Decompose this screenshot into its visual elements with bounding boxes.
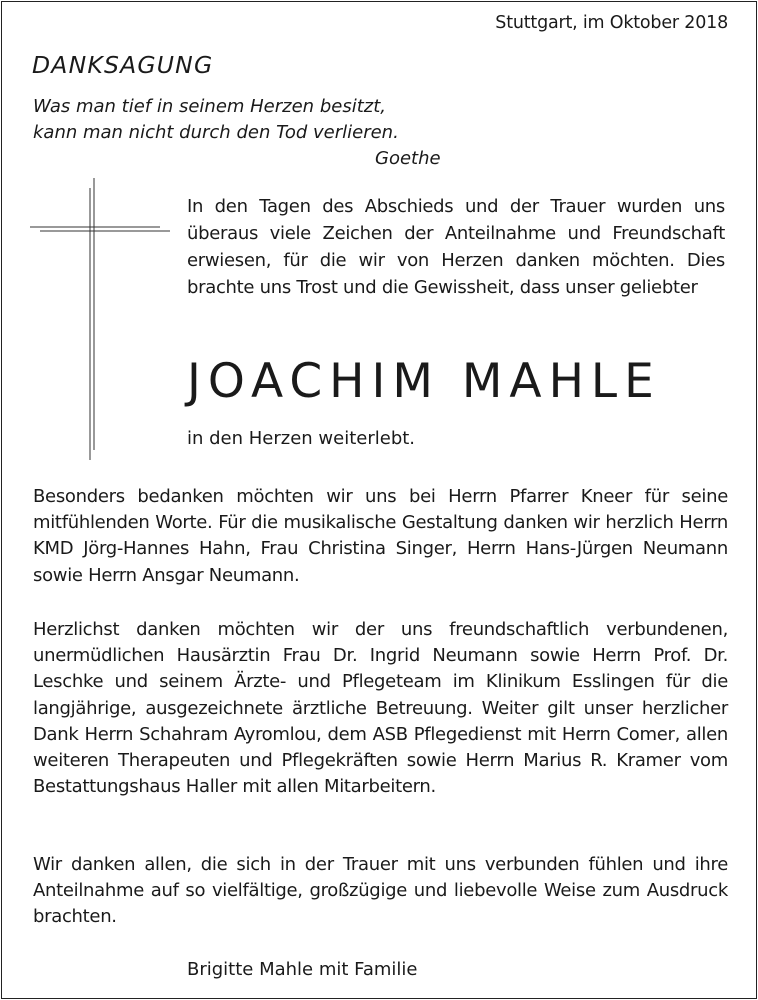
quote-line: kann man nicht durch den Tod verlieren. xyxy=(33,122,399,143)
quote-author: Goethe xyxy=(375,148,441,169)
thanks-paragraph: Herzlichst danken möchten wir der uns freundschaftlich verbundenen, unermüdlichen Hausärztin Frau Dr. Ingrid Neumann sowie Herrn Prof. Dr. Leschke und seinem Ärzte- und Pflegeteam im Klinikum Esslingen für die langjährige, ausgezeichnete ärztliche Betreuung. Weiter gilt unser herzlicher Dank Herrn Schahram Ayromlou, dem ASB Pflegedienst mit Herrn Comer, allen weiteren Therapeuten und Pflegekräften sowie Herrn Marius R. Kramer vom Bestattungshaus Haller mit allen Mitarbeitern. xyxy=(33,619,728,798)
intro-text: In den Tagen des Abschieds und der Trauer wurden uns überaus viele Zeichen der Anteilnahme und Freundschaft erwiesen, für die wir von Herzen danken möchten. Dies brachte uns Trost und die Gewissheit, dass unser geliebter xyxy=(187,196,725,298)
thanks-paragraph: Besonders bedanken möchten wir uns bei Herrn Pfarrer Kneer für seine mitfühlenden Worte. Für die musikalische Gestaltung danken wir herzlich Herrn KMD Jörg-Hannes Hahn, Frau Christina Singer, Herrn Hans-Jürgen Neumann sowie Herrn Ansgar Neumann. xyxy=(33,486,728,586)
cross-icon xyxy=(30,178,170,460)
thanks-paragraph: Wir danken allen, die sich in der Trauer mit uns verbunden fühlen und ihre Anteilnahme auf so vielfältige, großzügige und liebevolle Weise zum Ausdruck brachten. xyxy=(33,854,728,928)
signature: Brigitte Mahle mit Familie xyxy=(187,959,418,980)
deceased-name: JOACHIM MAHLE xyxy=(187,354,661,409)
quote-line: Was man tief in seinem Herzen besitzt, xyxy=(33,96,386,117)
notice-title: DANKSAGUNG xyxy=(32,51,214,79)
place-date: Stuttgart, im Oktober 2018 xyxy=(495,13,728,33)
quote xyxy=(33,94,399,146)
after-name-text: in den Herzen weiterlebt. xyxy=(187,428,416,449)
